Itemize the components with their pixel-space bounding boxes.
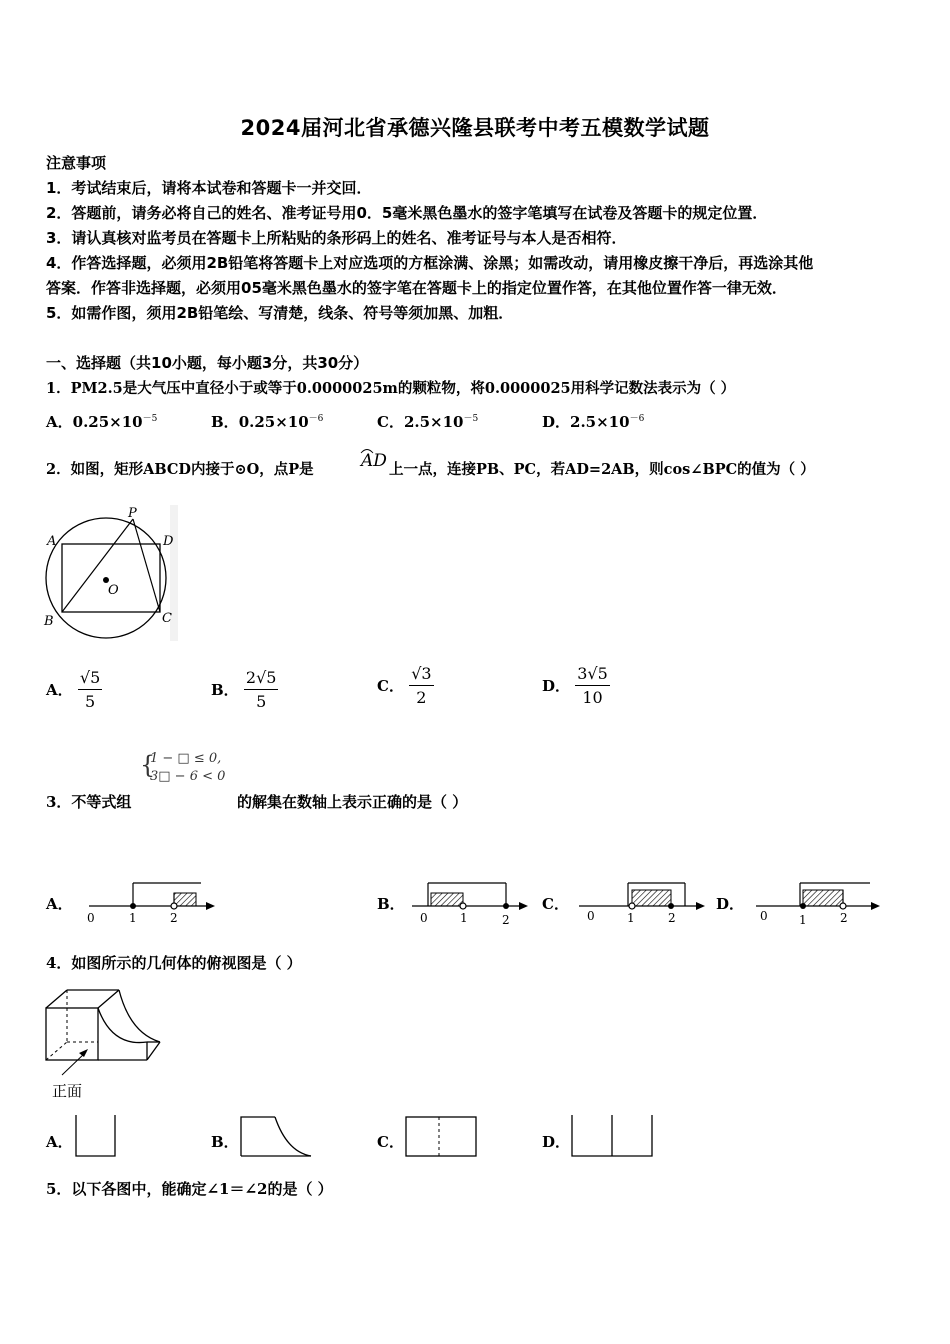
q3-brace: { — [140, 751, 156, 779]
q2-option-b-den: 5 — [256, 692, 267, 711]
q2-option-d-label: D． — [542, 677, 571, 695]
q2-label-d: D — [163, 534, 174, 549]
q2-figure — [42, 505, 182, 645]
q1-option-b — [211, 411, 323, 432]
notice-item-2: 2．答题前，请务必将自己的姓名、准考证号用0．5毫米黑色墨水的签字笔填写在试卷及答题卡的规定位置． — [46, 204, 768, 222]
q2-rectangle — [62, 544, 160, 612]
q3-stem-before: 3．不等式组 — [46, 793, 132, 811]
notice-item-1: 1．考试结束后，请将本试卷和答题卡一并交回． — [46, 179, 372, 197]
q3c-tick-1: 1 — [627, 911, 635, 925]
q1-option-d-label: D． — [542, 413, 571, 431]
q1-option-b-base: 0.25×10 — [238, 413, 309, 431]
q2-option-a-fraction — [78, 668, 102, 711]
q2-option-c-label: C． — [377, 677, 404, 695]
q2-label-a: A — [47, 534, 57, 549]
q4-stem: 4．如图所示的几何体的俯视图是（ ） — [46, 954, 302, 972]
q2-option-b — [211, 668, 278, 711]
q1-option-d — [542, 411, 644, 432]
q2-option-c-fraction — [409, 664, 433, 707]
q3-option-d-label: D． — [716, 895, 745, 913]
q2-stem-before: 2．如图，矩形ABCD内接于⊙O，点P是 — [46, 461, 314, 478]
q2-option-b-label: B． — [211, 681, 239, 699]
q2-segment-pb — [62, 519, 133, 612]
q3c-tick-0: 0 — [587, 909, 595, 923]
notice-item-3: 3．请认真核对监考员在答题卡上所粘贴的条形码上的姓名、准考证号与本人是否相符． — [46, 229, 627, 247]
notice-item-4-cont: 答案．作答非选择题，必须用05毫米黑色墨水的签字笔在答题卡上的指定位置作答，在其他位置作答一律无效． — [46, 279, 787, 297]
q2-option-c — [377, 664, 434, 707]
q3-stem-after: 的解集在数轴上表示正确的是（ ） — [237, 793, 468, 811]
q2-option-c-den: 2 — [416, 688, 427, 707]
q4-option-b-figure — [237, 1112, 317, 1160]
q1-option-a-label: A． — [46, 413, 73, 431]
q2-option-a-den: 5 — [84, 692, 96, 711]
q1-option-a-base: 0.25×10 — [72, 413, 143, 431]
q3d-tick-0: 0 — [760, 909, 768, 923]
q1-option-c-base: 2.5×10 — [403, 413, 464, 431]
q4-option-a-figure — [72, 1112, 122, 1160]
q1-option-c — [377, 411, 478, 432]
q3-inequality-1: 1 − □ ≤ 0, — [150, 751, 222, 766]
q3b-tick-0: 0 — [420, 911, 428, 925]
q4-option-c-label: C． — [377, 1133, 404, 1151]
q2-option-d-den: 10 — [582, 688, 603, 707]
q4-option-b-label: B． — [211, 1133, 239, 1151]
q4-option-d-figure — [568, 1112, 658, 1160]
q3c-tick-2: 2 — [668, 911, 676, 925]
q2-label-b: B — [44, 614, 54, 629]
q2-stem-after: 上一点，连接PB、PC，若AD=2AB，则cos∠BPC的值为（ ） — [389, 461, 815, 478]
notice-heading: 注意事项 — [46, 154, 107, 172]
q3b-tick-2: 2 — [502, 913, 510, 927]
q4-solid-figure — [42, 985, 172, 1075]
q3-inequality-2: 3□ − 6 < 0 — [150, 769, 226, 784]
q3a-tick-1: 1 — [129, 911, 137, 925]
q3-option-c-numberline — [575, 876, 710, 926]
q4-option-d-label: D． — [542, 1133, 571, 1151]
notice-item-4: 4．作答选择题，必须用2B铅笔将答题卡上对应选项的方框涂满、涂黑；如需改动，请用橡皮擦干净后，再选涂其他 — [46, 254, 814, 272]
q3-option-a-label: A． — [46, 895, 73, 913]
q1-option-c-exp: －5 — [463, 414, 479, 424]
q2-option-d-fraction — [575, 664, 610, 707]
q2-option-d — [542, 664, 610, 707]
q3-option-c-label: C． — [542, 895, 569, 913]
q1-option-b-label: B． — [211, 413, 239, 431]
page-title: 2024届河北省承德兴隆县联考中考五模数学试题 — [240, 116, 710, 140]
q2-option-c-num: √3 — [409, 664, 433, 686]
q2-option-b-num: 2√5 — [244, 668, 279, 690]
q2-option-d-num: 3√5 — [575, 664, 610, 686]
q3b-tick-1: 1 — [460, 911, 468, 925]
q2-arc-symbol — [360, 446, 374, 454]
q2-option-a — [46, 668, 102, 711]
q4-option-c-figure — [403, 1112, 483, 1160]
q3-option-b-label: B． — [377, 895, 405, 913]
section-heading: 一、选择题（共10小题，每小题3分，共30分） — [46, 354, 369, 372]
q2-arc-label: AD — [361, 451, 387, 471]
q2-label-o: O — [108, 583, 119, 598]
notice-item-5: 5．如需作图，须用2B铅笔绘、写清楚，线条、符号等须加黑、加粗． — [46, 304, 514, 322]
q1-option-c-label: C． — [377, 413, 404, 431]
q3d-tick-2: 2 — [840, 911, 848, 925]
q2-option-a-num: √5 — [78, 668, 102, 690]
q2-label-p: P — [128, 506, 137, 521]
q1-option-a-exp: －5 — [142, 414, 158, 424]
q4-front-label: 正面 — [52, 1082, 83, 1100]
q3-option-d-numberline — [752, 876, 887, 926]
q5-stem: 5．以下各图中，能确定∠1＝∠2的是（ ） — [46, 1180, 333, 1198]
q3-option-b-numberline — [408, 876, 538, 926]
q3-option-a-numberline — [85, 876, 220, 926]
q1-stem: 1．PM2.5是大气压中直径小于或等于0.0000025m的颗粒物，将0.0000025用科学记数法表示为（ ） — [46, 380, 736, 397]
q3a-tick-0: 0 — [87, 911, 95, 925]
q3-inequality-system — [140, 748, 240, 788]
q3d-tick-1: 1 — [799, 913, 807, 927]
q1-option-a — [46, 411, 157, 432]
q2-option-a-label: A． — [46, 681, 73, 699]
q2-label-c: C — [162, 611, 172, 626]
q1-option-d-base: 2.5×10 — [570, 413, 630, 431]
q1-option-b-exp: －6 — [308, 414, 324, 424]
q3a-tick-2: 2 — [170, 911, 178, 925]
q1-option-d-exp: －6 — [629, 414, 645, 424]
q4-option-a-label: A． — [46, 1133, 73, 1151]
q2-option-b-fraction — [244, 668, 279, 711]
